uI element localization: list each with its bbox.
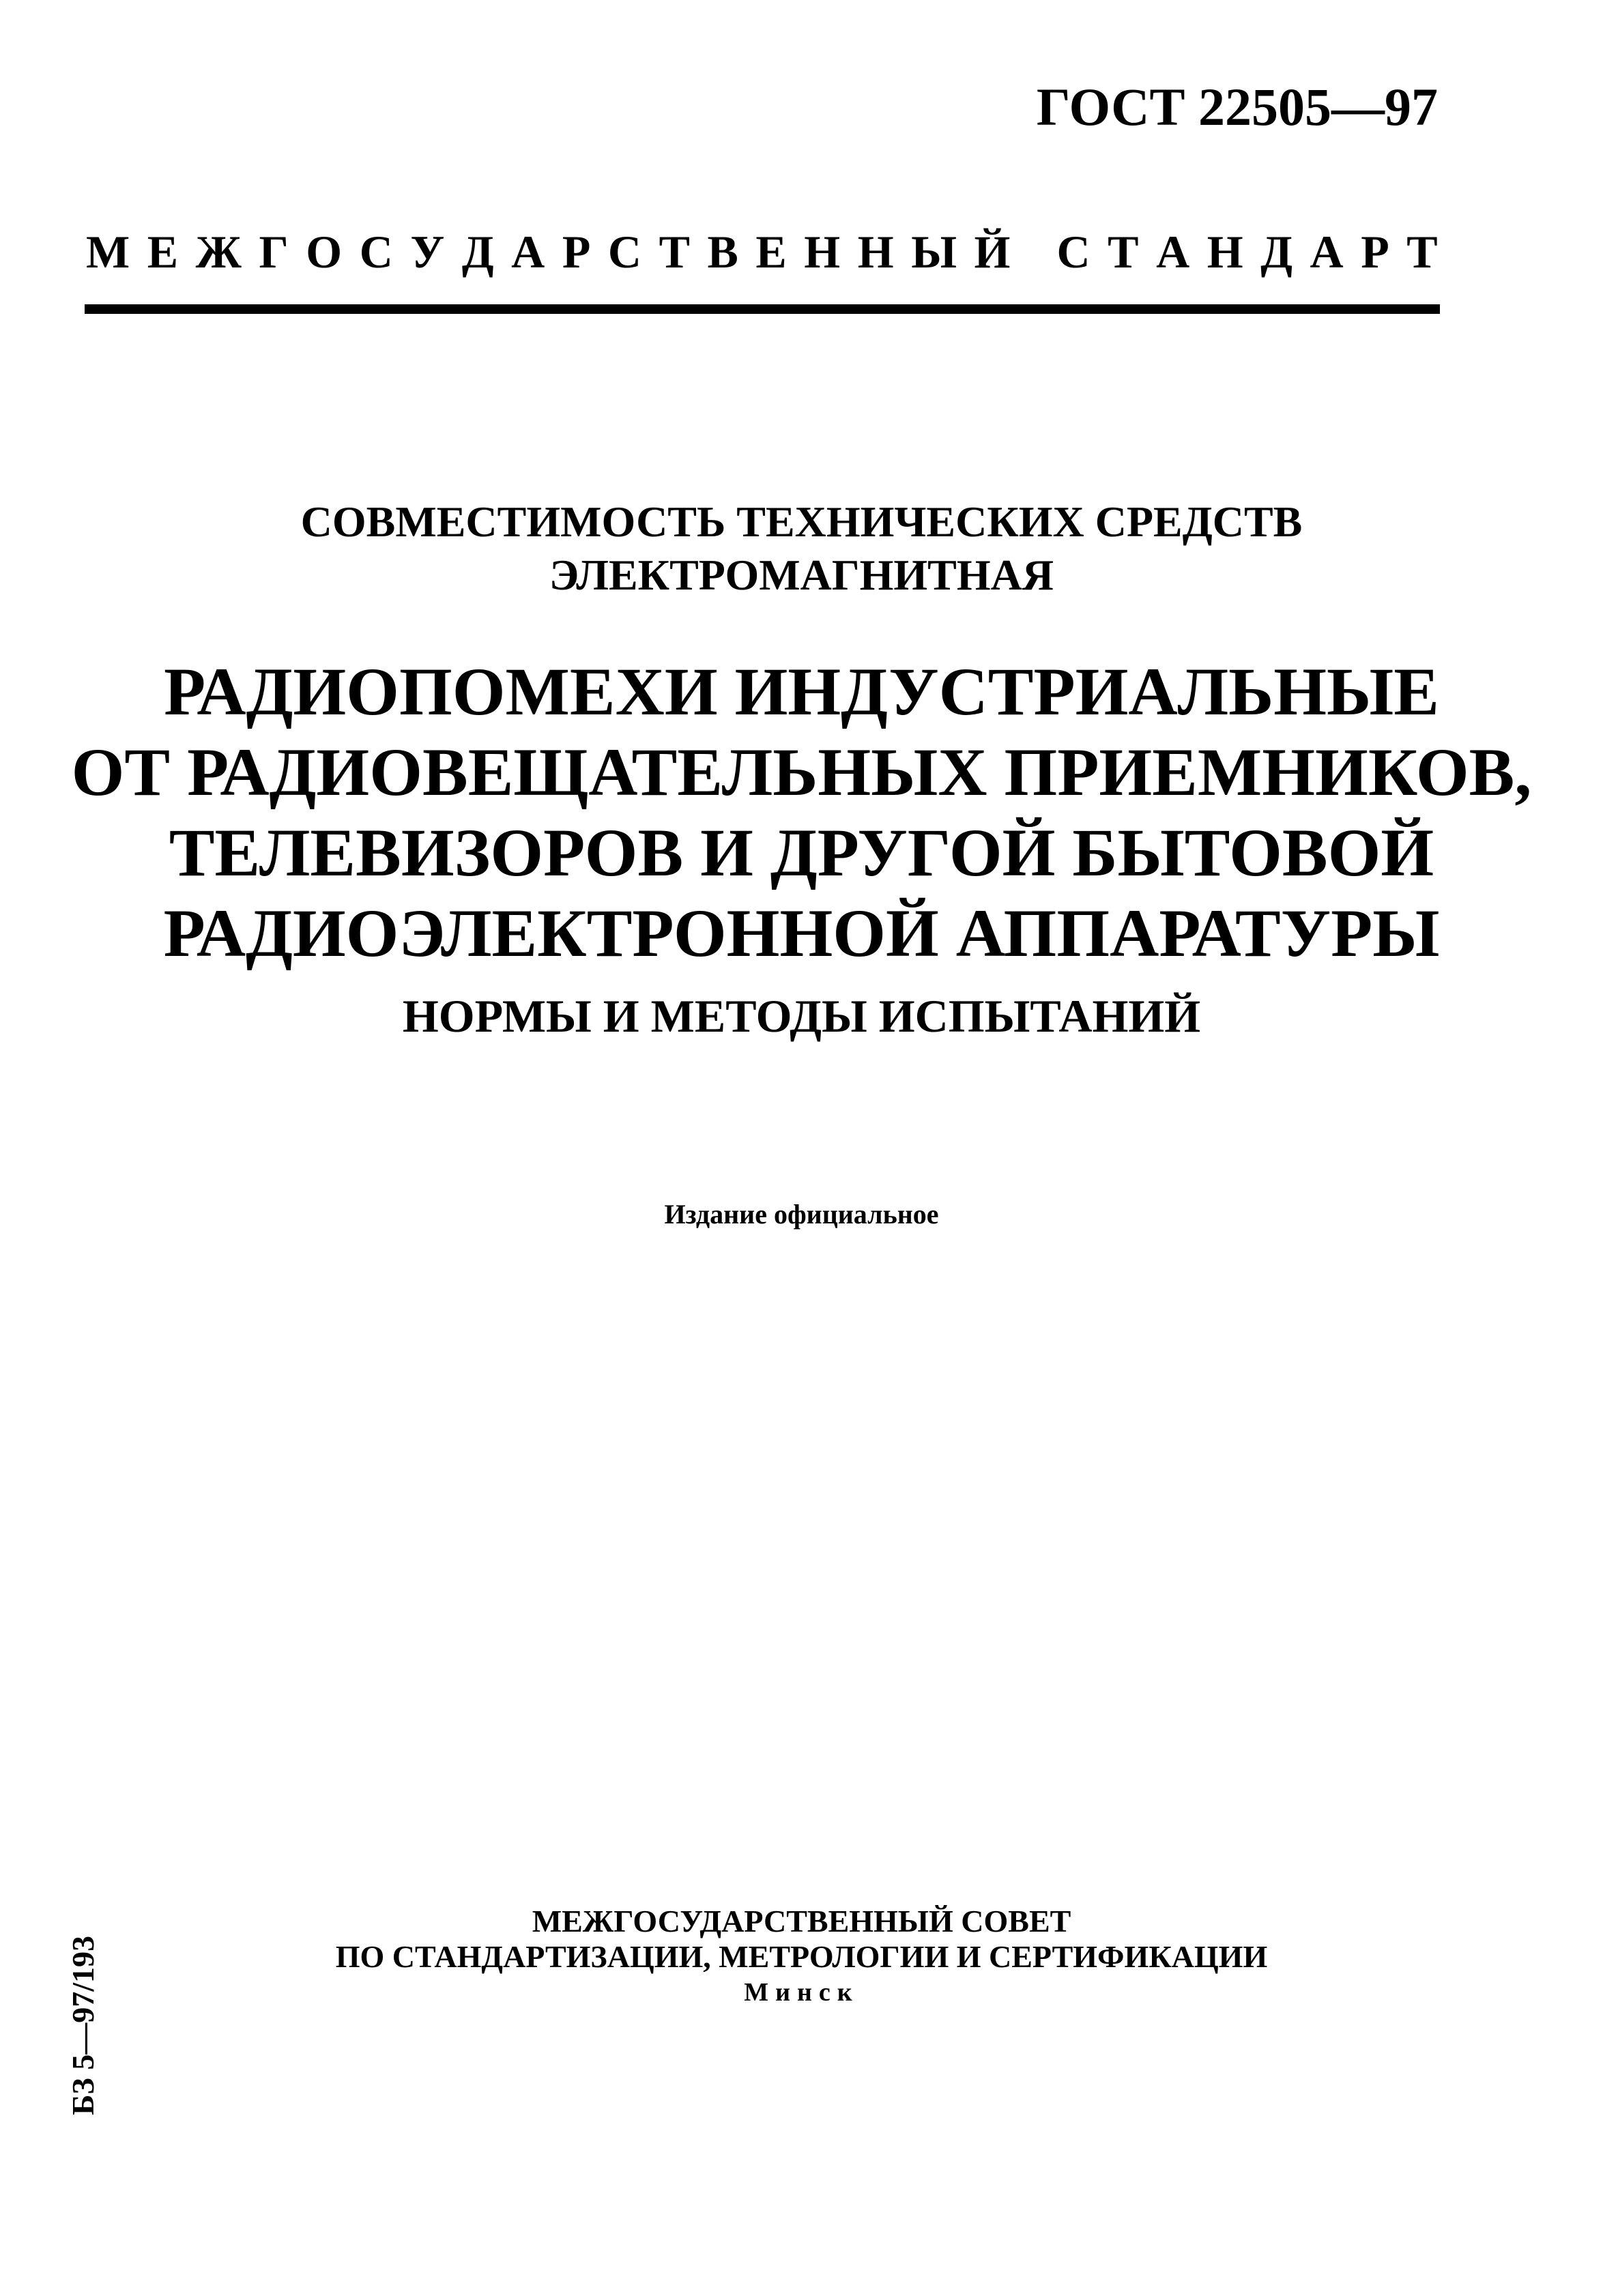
standard-type-letter: В	[707, 226, 738, 278]
standard-type-letter: Р	[562, 226, 591, 278]
title-line-1: РАДИОПОМЕХИ ИНДУСТРИАЛЬНЫЕ	[164, 654, 1439, 729]
standard-type-letter: Ы	[911, 226, 957, 278]
standard-type-letter: Т	[1108, 226, 1139, 278]
category-line-2: ЭЛЕКТРОМАГНИТНАЯ	[549, 551, 1054, 599]
standard-type-letter: Н	[857, 226, 894, 278]
standard-type-letter: С	[359, 226, 393, 278]
standard-type-letter: А	[1310, 226, 1344, 278]
standard-type-letter: С	[1056, 226, 1091, 278]
title-line-3: ТЕЛЕВИЗОРОВ И ДРУГОЙ БЫТОВОЙ	[169, 815, 1434, 890]
standard-type-letter: Й	[974, 226, 1011, 278]
standard-type-letter: А	[511, 226, 545, 278]
standard-type-letter: Н	[804, 226, 841, 278]
standard-type-letter: Ж	[195, 226, 242, 278]
publisher-line-1: МЕЖГОСУДАРСТВЕННЫЙ СОВЕТ	[532, 1904, 1071, 1938]
document-subtitle: НОРМЫ И МЕТОДЫ ИСПЫТАНИЙ	[402, 990, 1201, 1042]
document-title	[0, 652, 1603, 974]
edition-note: Издание официальное	[664, 1199, 939, 1230]
standard-type-heading	[86, 226, 1438, 278]
standard-type-letter: А	[1156, 226, 1190, 278]
header-rule	[85, 304, 1440, 314]
standard-type-letter: М	[86, 226, 130, 278]
publisher-info	[0, 1904, 1603, 2010]
category-heading	[0, 495, 1603, 602]
side-code: БЗ 5—97/193	[66, 1936, 100, 2115]
title-line-4: РАДИОЭЛЕКТРОННОЙ АППАРАТУРЫ	[163, 895, 1440, 971]
standard-type-letter: С	[607, 226, 642, 278]
standard-type-letter: У	[410, 226, 445, 278]
publisher-line-2: ПО СТАНДАРТИЗАЦИИ, МЕТРОЛОГИИ И СЕРТИФИКАЦИИ	[335, 1939, 1268, 1974]
word-gap	[1028, 229, 1039, 275]
standard-type-letter: Е	[147, 226, 179, 278]
standard-type-letter: Н	[1207, 226, 1243, 278]
document-number: ГОСТ 22505—97	[1036, 77, 1438, 136]
standard-type-letter: Е	[755, 226, 787, 278]
standard-type-letter: Т	[659, 226, 690, 278]
standard-type-letter: О	[306, 226, 343, 278]
standard-type-letter: Г	[259, 226, 289, 278]
standard-type-letter: Д	[461, 226, 494, 278]
category-line-1: СОВМЕСТИМОСТЬ ТЕХНИЧЕСКИХ СРЕДСТВ	[300, 497, 1303, 546]
standard-type-letter: Д	[1260, 226, 1292, 278]
title-line-2: ОТ РАДИОВЕЩАТЕЛЬНЫХ ПРИЕМНИКОВ,	[71, 734, 1532, 810]
standard-type-letter: Т	[1406, 226, 1438, 278]
publisher-city: Минск	[744, 1978, 859, 2007]
standard-type-letter: Р	[1361, 226, 1389, 278]
